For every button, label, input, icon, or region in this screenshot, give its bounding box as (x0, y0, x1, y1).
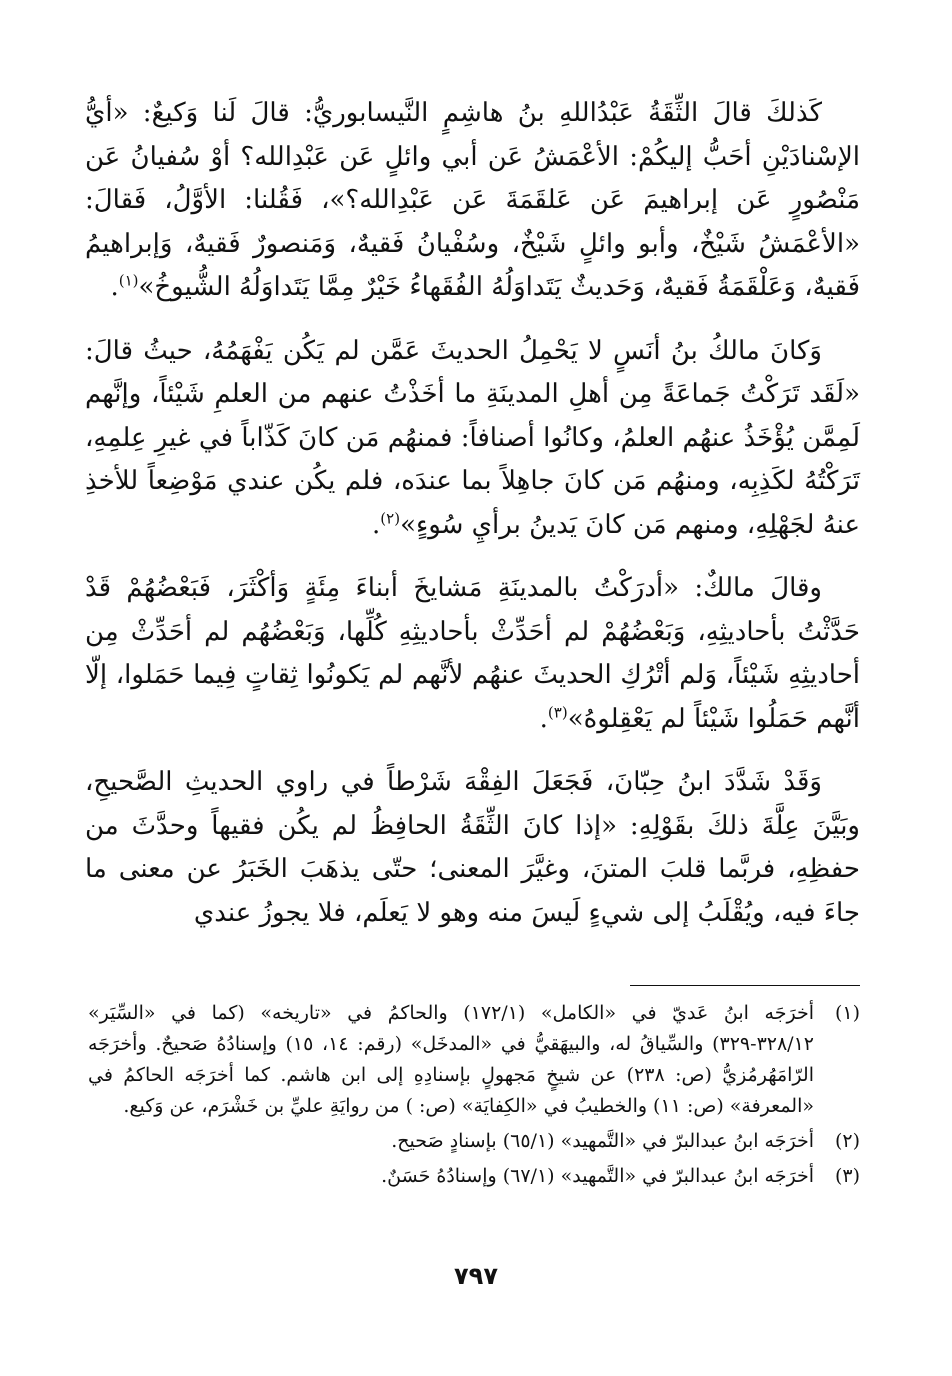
paragraph-3 (85, 567, 860, 741)
footnote-text-3: أخرَجَه ابنُ عبدالبرّ في «التَّمهيد» (٦٧/١) وإسنادُهُ حَسَنٌ. (381, 1165, 814, 1187)
main-text (85, 92, 860, 935)
paragraph-2-end: . (372, 509, 381, 540)
paragraph-2-text: وَكانَ مالكُ بنُ أنَسٍ لا يَحْمِلُ الحديثَ عَمَّن لم يَكُن يَفْهَمُهُ، حيثُ قالَ: «لَقَد تَرَكْتُ جَماعَةً مِن أهلِ المدينَةِ ما أخَذْتُ عنهم من العلمِ شَيْئاً، وإنَّهم لَمِمَّن يُؤْخَذُ عنهُم العلمُ، وكانُوا أصنافاً: فمنهُم مَن كانَ كَذّاباً في غيرِ عِلمِهِ، تَرَكْتُهُ لكَذِبِه، ومنهُم مَن كانَ جاهِلاً بما عندَه، فلم يكُن عندي مَوْضِعاً للأخذِ عنهُ لجَهْلِهِ، ومنهم مَن كانَ يَدينُ برأيِ سُوءٍ» (85, 335, 860, 540)
footnote-number-2: (٢) (834, 1130, 860, 1152)
page-number: ٧٩٧ (454, 1262, 498, 1290)
paragraph-3-end: . (539, 703, 548, 734)
paragraph-1 (85, 92, 860, 310)
footnote-3 (88, 1161, 860, 1192)
footnotes (88, 998, 860, 1196)
paragraph-4-text: وَقَدْ شَدَّدَ ابنُ حِبّانَ، فَجَعَلَ الفِقْهَ شَرْطاً في راوي الحديثِ الصَّحيحِ، وبَيَّنَ عِلَّةَ ذلكَ بقَوْلِهِ: «إذا كانَ الثِّقَةُ الحافِظُ لم يكُن فقيهاً وحدَّثَ من حفظِهِ، فربَّما قلبَ المتنَ، وغيَّرَ المعنى؛ حتّى يذهَبَ الخَبَرُ عن معنى ما جاءَ فيه، ويُقْلَبُ إلى شيءٍ لَيسَ منه وهو لا يَعلَم، فلا يجوزُ عندي (85, 767, 860, 928)
footnote-separator (630, 985, 860, 986)
footnote-text-2: أخرَجَه ابنُ عبدالبرّ في «التَّمهيد» (٦٥/١) بإسنادٍ صَحيح. (391, 1130, 814, 1152)
footnote-text-1: أخرَجَه ابنُ عَديّ في «الكامل» (١٧٢/١) والحاكمُ في «تاريخه» (كما في «السِّيَر» ٣٢٨/١٢-٣٢٩) والسِّياقُ له، والبيهَقيُّ في «المدخَل» (رقم: ١٤، ١٥) وإسنادُهُ صَحيحٌ. وأخرَجَه الرّامَهُرمُزيُّ (ص: ٢٣٨) عن شيخٍ مَجهولٍ بإسنادِهِ إلى ابن هاشم. كما أخرَجَه الحاكمُ في «المعرفة» (ص: ١١) والخطيبُ في «الكِفايَة» (ص: ) من روايَةِ عليِّ بن خَشْرَم، عن وَكيع. (88, 1002, 814, 1117)
paragraph-1-end: . (110, 272, 119, 302)
paragraph-3-text: وقالَ مالكٌ: «أدرَكْتُ بالمدينَةِ مَشايخَ أبناءَ مِئَةٍ وَأكْثَرَ، فَبَعْضُهُمْ قَدْ حَدَّثْتُ بأحاديثِهِ، وَبَعْضُهُمْ لم أحَدِّثْ بأحاديثِهِ كُلِّها، وَبَعْضُهُم لم أحَدِّثْ مِن أحاديثِهِ شَيْئاً، وَلم أتْرُكِ الحديثَ عنهُم لأنَّهم لم يَكونُوا ثِقاتٍ فِيما حَمَلوا، إلّا أنَّهم حَمَلُوا شَيْئاً لم يَعْقِلوهُ» (85, 573, 860, 734)
footnote-1 (88, 998, 860, 1122)
footnote-ref-3[interactable]: (٣) (547, 702, 568, 721)
footnote-ref-1[interactable]: (١) (118, 271, 139, 290)
paragraph-1-text: كَذلكَ قالَ الثِّقَةُ عَبْدُاللهِ بنُ هاشِمٍ النَّيسابوريُّ: قالَ لَنا وَكيعٌ: «أيُّ الإسْنادَيْنِ أحَبُّ إليكُمْ: الأعْمَشُ عَن أبي وائلٍ عَن عَبْدِالله؟ أوْ سُفيانُ عَن مَنْصُورٍ عَن إبراهيمَ عَن عَلقَمَةَ عَن عَبْدِالله؟»، فَقُلنا: الأوَّلُ، فَقالَ: «الأعْمَشُ شَيْخٌ، وأبو وائلٍ شَيْخٌ، وسُفْيانُ فَقيهٌ، وَمَنصورٌ فَقيهٌ، وَإبراهيمُ فَقيهٌ، وَعَلْقَمَةُ فَقيهٌ، وَحَديثٌ يَتَداوَلُهُ الفُقَهاءُ خَيْرٌ مِمَّا يَتَداوَلُهُ الشُّيوخُ» (85, 98, 860, 302)
paragraph-2 (85, 330, 860, 548)
footnote-number-1: (١) (834, 1002, 860, 1024)
footnote-number-3: (٣) (834, 1165, 860, 1187)
paragraph-4 (85, 761, 860, 935)
footnote-2 (88, 1126, 860, 1157)
footnote-ref-2[interactable]: (٢) (380, 508, 401, 527)
